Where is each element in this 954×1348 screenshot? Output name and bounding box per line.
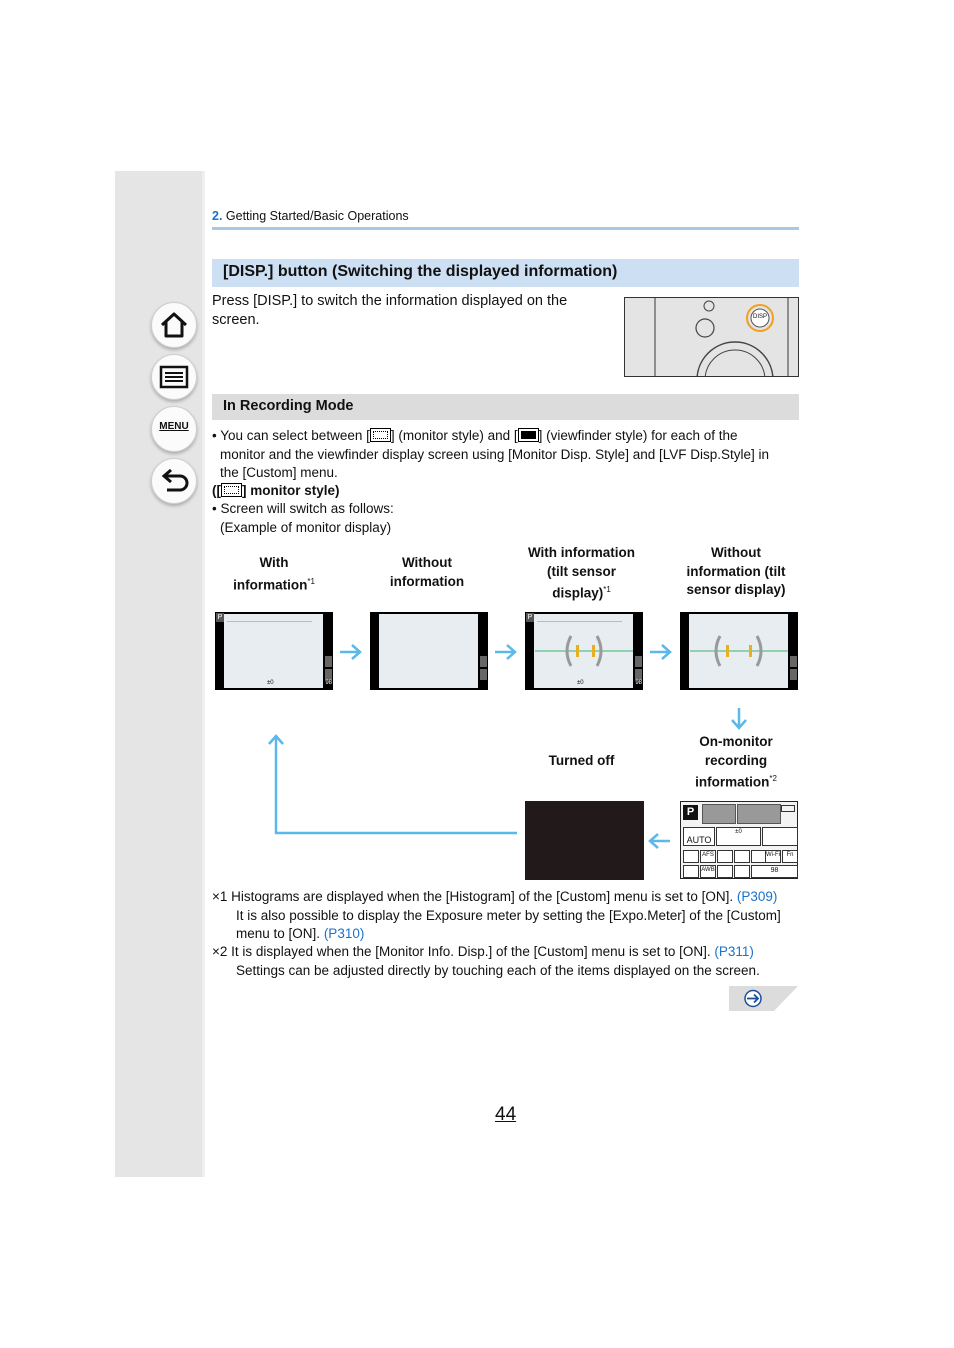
- arrow-right-icon: [648, 642, 674, 662]
- bullet2-line1: • Screen will switch as follows:: [212, 501, 394, 516]
- af-mode: [717, 850, 733, 863]
- monitor-style-heading: [212, 482, 340, 501]
- bullet-screen-switch: [212, 500, 394, 537]
- bullet1-text-b: ] (monitor style) and [: [390, 428, 518, 443]
- stabilizer: [734, 850, 750, 863]
- footnote-text: It is displayed when the [Monitor Info. Disp.] of the [Custom] menu is set to [ON].: [231, 944, 711, 959]
- camera-illustration: [624, 297, 799, 377]
- home-button[interactable]: [151, 302, 197, 348]
- page-number: 44: [495, 1104, 517, 1125]
- label-without-information: [368, 554, 486, 591]
- photo-style: [683, 865, 699, 878]
- page-link-p309[interactable]: (P309): [736, 889, 778, 904]
- label-without-tilt: [672, 544, 800, 600]
- chapter-title: Getting Started/Basic Operations: [222, 209, 409, 223]
- label-on-monitor-info: [680, 733, 792, 792]
- list-icon: [152, 355, 196, 399]
- drive-mode: [683, 850, 699, 863]
- shot-count-value: 98: [770, 867, 779, 874]
- label-l1: With: [259, 555, 289, 570]
- shot-count: 98: [325, 680, 332, 686]
- back-button[interactable]: [151, 458, 197, 504]
- bullet1-line3: the [Custom] menu.: [220, 465, 338, 480]
- disp-button-label: DISP: [752, 314, 767, 320]
- label-l2: information: [233, 577, 308, 592]
- fn-button: Fn: [782, 850, 798, 863]
- screen-without-information: [370, 612, 488, 690]
- section-header: [212, 259, 799, 287]
- viewfinder-style-icon: [518, 428, 539, 442]
- arrow-down-icon: [729, 706, 749, 732]
- header-rule: [212, 227, 799, 230]
- footnote-1: [212, 888, 812, 944]
- arrow-right-icon: [493, 642, 519, 662]
- home-icon: [152, 303, 196, 347]
- arrow-right-circle-icon: [745, 991, 761, 1007]
- label-l3: information: [695, 774, 770, 790]
- monitor-style-close: ] monitor style): [242, 483, 340, 498]
- focus-mode: AFS: [700, 850, 716, 863]
- screen-without-tilt-sensor: [680, 612, 798, 690]
- label-l2: information: [389, 573, 465, 589]
- flash-setting: [762, 827, 798, 846]
- label-l1: Without: [401, 555, 453, 570]
- wifi-button: Wi-Fi: [765, 850, 781, 863]
- mode-badge: P: [683, 805, 698, 820]
- bullet-style-select: [212, 427, 802, 483]
- label-l2: recording: [704, 752, 768, 768]
- label-with-tilt: [515, 544, 648, 603]
- arrow-left-icon: [646, 831, 672, 851]
- exposure-meter: [716, 827, 761, 846]
- label-l2: information (tilt: [686, 563, 786, 579]
- breadcrumb: [212, 209, 409, 223]
- monitor-style-open: ([: [212, 483, 221, 498]
- iso-auto: AUTO: [683, 827, 715, 846]
- footnote-text: Histograms are displayed when the [Histogram] of the [Custom] menu is set to [ON].: [231, 889, 734, 904]
- label-l2: (tilt sensor: [546, 563, 616, 579]
- footnote-ref: *2: [769, 774, 777, 783]
- menu-label: MENU: [159, 421, 189, 432]
- arrow-right-icon: [338, 642, 364, 662]
- bullet2-line2: (Example of monitor display): [220, 519, 392, 535]
- back-icon: [152, 459, 196, 503]
- page-link-p311[interactable]: (P311): [714, 944, 754, 959]
- intro-text: Press [DISP.] to switch the information displayed on the screen.: [212, 293, 568, 328]
- white-balance: AWB: [700, 865, 716, 878]
- arrow-return-icon: [266, 732, 521, 838]
- section-title: [DISP.] button (Switching the displayed information): [223, 263, 618, 280]
- label-l1: Without: [710, 545, 762, 560]
- page-link-p310[interactable]: (P310): [323, 926, 365, 941]
- picture-size: [717, 865, 733, 878]
- footnote-text: menu to [ON].: [236, 926, 321, 941]
- footnote-mark: ×2: [212, 944, 228, 959]
- screen-turned-off: [525, 801, 644, 880]
- mode-badge: P: [217, 614, 223, 621]
- exposure-value: ±0: [735, 829, 742, 835]
- footnote-2: [212, 943, 812, 980]
- mode-badge: P: [527, 614, 533, 621]
- quality: [734, 865, 750, 878]
- bullet1-text-c: ] (viewfinder style) for each of the: [538, 428, 738, 443]
- footnote-text: Settings can be adjusted directly by touching each of the items displayed on the screen.: [236, 962, 760, 978]
- subsection-header: [212, 394, 799, 420]
- footnote-ref: *1: [603, 585, 611, 594]
- footnote-mark: ×1: [212, 889, 228, 904]
- shot-count: 98: [635, 680, 642, 686]
- monitor-style-icon: [370, 428, 391, 442]
- menu-button[interactable]: [151, 406, 197, 452]
- exposure-value: ±0: [267, 680, 274, 686]
- contents-button[interactable]: [151, 354, 197, 400]
- label-with-information: [215, 554, 333, 595]
- bullet1-text-a: • You can select between [: [212, 428, 370, 443]
- screen-with-information: [215, 612, 333, 690]
- label-l1: On-monitor: [699, 734, 773, 749]
- monitor-style-icon: [221, 483, 242, 497]
- label-turned-off: Turned off: [548, 753, 615, 768]
- subsection-title: In Recording Mode: [223, 398, 354, 414]
- shot-count: [751, 865, 798, 878]
- screen-on-monitor-recording-info: [680, 801, 798, 879]
- label-l3: display): [552, 585, 604, 601]
- label-l1: With information: [527, 545, 636, 560]
- chapter-number: 2.: [212, 209, 223, 223]
- next-page-button[interactable]: [729, 986, 798, 1011]
- footnote-ref: *1: [307, 576, 315, 586]
- label-l3: sensor display): [686, 582, 786, 597]
- bullet1-line2: monitor and the viewfinder display screen using [Monitor Disp. Style] and [LVF Disp.Style] in: [220, 446, 770, 462]
- exposure-value: ±0: [577, 680, 584, 686]
- footnote-text: It is also possible to display the Exposure meter by setting the [Expo.Meter] of the [Custom]: [236, 907, 781, 923]
- screen-with-tilt-sensor: [525, 612, 643, 690]
